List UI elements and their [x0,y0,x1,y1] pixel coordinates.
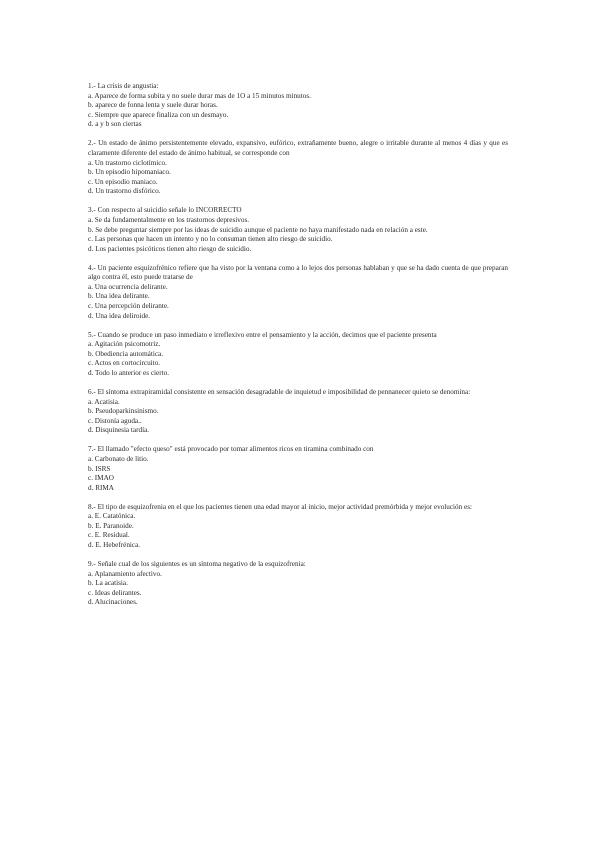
option-d: d. Un trastorno disfórico. [88,187,161,196]
option-b: b. Un episodio hipomaniaco. [88,168,171,177]
option-b: b. E. Paranoide. [88,521,134,530]
option-c: c. IMAO [88,474,114,483]
option-d: d. Alucinaciones. [88,598,138,607]
option-a: a. Carbonato de litio. [88,454,149,463]
option-c: c. Las personas que hacen un intento y no lo consuman tienen alto riesgo de suicidio. [88,235,333,244]
option-a: a. Acatisia. [88,397,120,406]
question-stem: 5.- Cuando se produce un paso inmediato e irreflexivo entre el pensamiento y la acción, decimos que el paciente presenta [88,330,437,339]
question-stem: 1.- La crisis de angustia: [88,82,159,90]
option-a: a. Se da fundamentalmente en los trastornos depresivos. [88,215,250,224]
question-8 [88,503,508,551]
option-b: b. Obediencia automática. [88,349,164,358]
option-d: d. Disquinesia tardía. [88,426,150,435]
exam-page [88,82,508,617]
question-1 [88,82,508,130]
option-d: d. a y b son ciertas [88,120,142,129]
question-stem: 3.- Con respecto al suicidio señale lo INCORRECTO [88,206,242,215]
option-c: c. Ideas delirantes. [88,588,142,597]
question-3 [88,206,508,254]
option-c: c. Distonía aguda.. [88,416,142,425]
option-d: d. Los pacientes psicóticos tienen alto riesgo de suicidio. [88,244,252,253]
option-b: b. Pseudoparkinsinismo. [88,407,159,416]
option-c: c. Actos en cortocircuito. [88,359,161,368]
option-b: b. Se debe preguntar siempre por las ideas de suicidio aunque el paciente no haya manifestado nada en relación a este. [88,225,428,234]
option-c: c. Un episodio maniaco. [88,177,158,186]
option-d: d. E. Hebefrénica. [88,541,141,550]
question-stem: 6.- El síntoma extrapiramidal consistente en sensación desagradable de inquietud e imposibilidad de pennanecer quieto se denomina: [88,387,471,396]
option-a: a. E. Catatónica. [88,512,136,521]
question-stem: 9.- Señale cual de los siguientes es un síntoma negativo de la esquizofrenia: [88,560,306,569]
option-d: d. Una idea deliroide. [88,311,151,320]
option-d: d. RIMA [88,483,114,492]
option-a: a. Agitación psicomotriz. [88,340,161,349]
question-4 [88,264,508,322]
question-9 [88,560,508,608]
question-stem: 2.- Un estado de ánimo persistentemente elevado, expansivo, eufórico, extrañamente bueno, alegre o irritable durante al menos 4 días y que es claramente diferente del estado de ánimo habitual, se corresponde con [88,139,508,157]
option-c: c. Una percepción delirante. [88,302,169,311]
question-stem: 4.- Un paciente esquizofrénico refiere que ha visto por la ventana como a lo lejos dos personas hablaban y que se ha dado cuenta de que preparan algo contra él, esto puede tratarse de [88,263,508,282]
option-b: b. Una idea delirante. [88,292,150,301]
question-stem: 8.- El tipo de esquizofrenia en el que los pacientes tienen una edad mayor al inicio, mejor actividad premórbida y mejor evolución es: [88,502,473,511]
option-c: c. Siempre que aparece finaliza con un desmayo. [88,110,229,119]
option-a: a. Un trastorno ciclotímico. [88,158,167,167]
option-b: b. La acatisia. [88,579,128,588]
option-a: a. Una ocurrencia delirante. [88,282,168,291]
option-b: b. ISRS [88,464,111,473]
option-d: d. Todo lo anterior es cierto. [88,369,169,377]
question-2 [88,139,508,197]
question-stem: 7.- El llamado "efecto queso" está provocado por tomar alimentos ricos en tiramina combinado con [88,445,374,454]
option-a: a. Aplanamiento afectivo. [88,569,162,578]
question-6 [88,388,508,436]
question-7 [88,445,508,493]
option-c: c. E. Residual. [88,531,130,540]
option-a: a. Aparece de forma subita y no suele durar mas de 1O a 15 minutos minutos. [88,91,311,100]
question-5 [88,331,508,379]
option-b: b. aparece de fonna lenta y suele durar horas. [88,101,218,110]
